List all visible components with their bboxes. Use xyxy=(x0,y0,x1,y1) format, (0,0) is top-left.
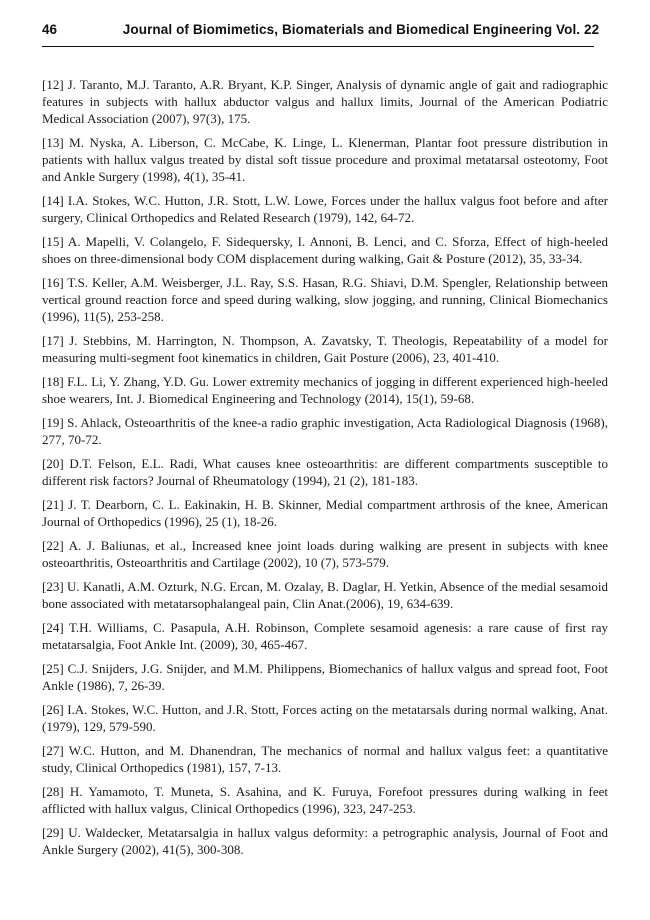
reference-item: [21] J. T. Dearborn, C. L. Eakinakin, H. B. Skinner, Medial compartment arthrosis of the knee, American Journal of Orthopedics (1996), 25 (1), 18-26. xyxy=(42,497,608,529)
reference-item: [29] U. Waldecker, Metatarsalgia in hallux valgus deformity: a petrographic analysis, Journal of Foot and Ankle Surgery (2002), 41(5), 300-308. xyxy=(42,825,608,857)
reference-item: [15] A. Mapelli, V. Colangelo, F. Sidequersky, I. Annoni, B. Lenci, and C. Sforza, Effect of high-heeled shoes on three-dimensional body COM displacement during walking, Gait & Posture (2012), 35, 33-34. xyxy=(42,234,608,266)
references-list xyxy=(42,76,608,858)
reference-item: [17] J. Stebbins, M. Harrington, N. Thompson, A. Zavatsky, T. Theologis, Repeatability of a model for measuring multi-segment foot kinematics in children, Gait Posture (2006), 23, 401-410. xyxy=(42,333,608,365)
reference-item: [25] C.J. Snijders, J.G. Snijder, and M.M. Philippens, Biomechanics of hallux valgus and spread foot, Foot Ankle (1986), 7, 26-39. xyxy=(42,661,608,693)
reference-item: [26] I.A. Stokes, W.C. Hutton, and J.R. Stott, Forces acting on the metatarsals during normal walking, Anat. (1979), 129, 579-590. xyxy=(42,702,608,734)
page-number: 46 xyxy=(42,22,58,37)
reference-item: [23] U. Kanatli, A.M. Ozturk, N.G. Ercan, M. Ozalay, B. Daglar, H. Yetkin, Absence of the medial sesamoid bone associated with metatarsophalangeal pain, Clin Anat.(2006), 19, 634-639. xyxy=(42,579,608,611)
reference-item: [16] T.S. Keller, A.M. Weisberger, J.L. Ray, S.S. Hasan, R.G. Shiavi, D.M. Spengler, Relationship between vertical ground reaction force and speed during walking, slow jogging, and running, Clinical Biomechanics (1996), 11(5), 253-258. xyxy=(42,275,608,324)
reference-item: [27] W.C. Hutton, and M. Dhanendran, The mechanics of normal and hallux valgus feet: a quantitative study, Clinical Orthopedics (1981), 157, 7-13. xyxy=(42,743,608,775)
reference-item: [18] F.L. Li, Y. Zhang, Y.D. Gu. Lower extremity mechanics of jogging in different experienced high-heeled shoe wearers, Int. J. Biomedical Engineering and Technology (2014), 15(1), 59-68. xyxy=(42,374,608,406)
page-header xyxy=(42,22,608,37)
reference-item: [28] H. Yamamoto, T. Muneta, S. Asahina, and K. Furuya, Forefoot pressures during walking in feet afflicted with hallux valgus, Clinical Orthopedics (1996), 323, 247-253. xyxy=(42,784,608,816)
reference-item: [12] J. Taranto, M.J. Taranto, A.R. Bryant, K.P. Singer, Analysis of dynamic angle of gait and radiographic features in subjects with hallux abductor valgus and hallux limits, Journal of the American Podiatric Medical Association (2007), 97(3), 175. xyxy=(42,77,608,126)
reference-item: [19] S. Ahlack, Osteoarthritis of the knee-a radio graphic investigation, Acta Radiological Diagnosis (1968), 277, 70-72. xyxy=(42,415,608,447)
reference-item: [22] A. J. Baliunas, et al., Increased knee joint loads during walking are present in subjects with knee osteoarthritis, Osteoarthritis and Cartilage (2002), 10 (7), 573-579. xyxy=(42,538,608,570)
reference-item: [24] T.H. Williams, C. Pasapula, A.H. Robinson, Complete sesamoid agenesis: a rare cause of first ray metatarsalgia, Foot Ankle Int. (2009), 30, 465-467. xyxy=(42,620,608,652)
header-divider xyxy=(42,46,594,47)
reference-item: [20] D.T. Felson, E.L. Radi, What causes knee osteoarthritis: are different compartments susceptible to different risk factors? Journal of Rheumatology (1994), 21 (2), 181-183. xyxy=(42,456,608,488)
journal-title: Journal of Biomimetics, Biomaterials and Biomedical Engineering Vol. 22 xyxy=(122,22,600,37)
reference-item: [14] I.A. Stokes, W.C. Hutton, J.R. Stott, L.W. Lowe, Forces under the hallux valgus foot before and after surgery, Clinical Orthopedics and Related Research (1979), 142, 64-72. xyxy=(42,193,608,225)
reference-item: [13] M. Nyska, A. Liberson, C. McCabe, K. Linge, L. Klenerman, Plantar foot pressure distribution in patients with hallux valgus treated by distal soft tissue procedure and proximal metatarsal osteotomy, Foot and Ankle Surgery (1998), 4(1), 35-41. xyxy=(42,135,608,184)
